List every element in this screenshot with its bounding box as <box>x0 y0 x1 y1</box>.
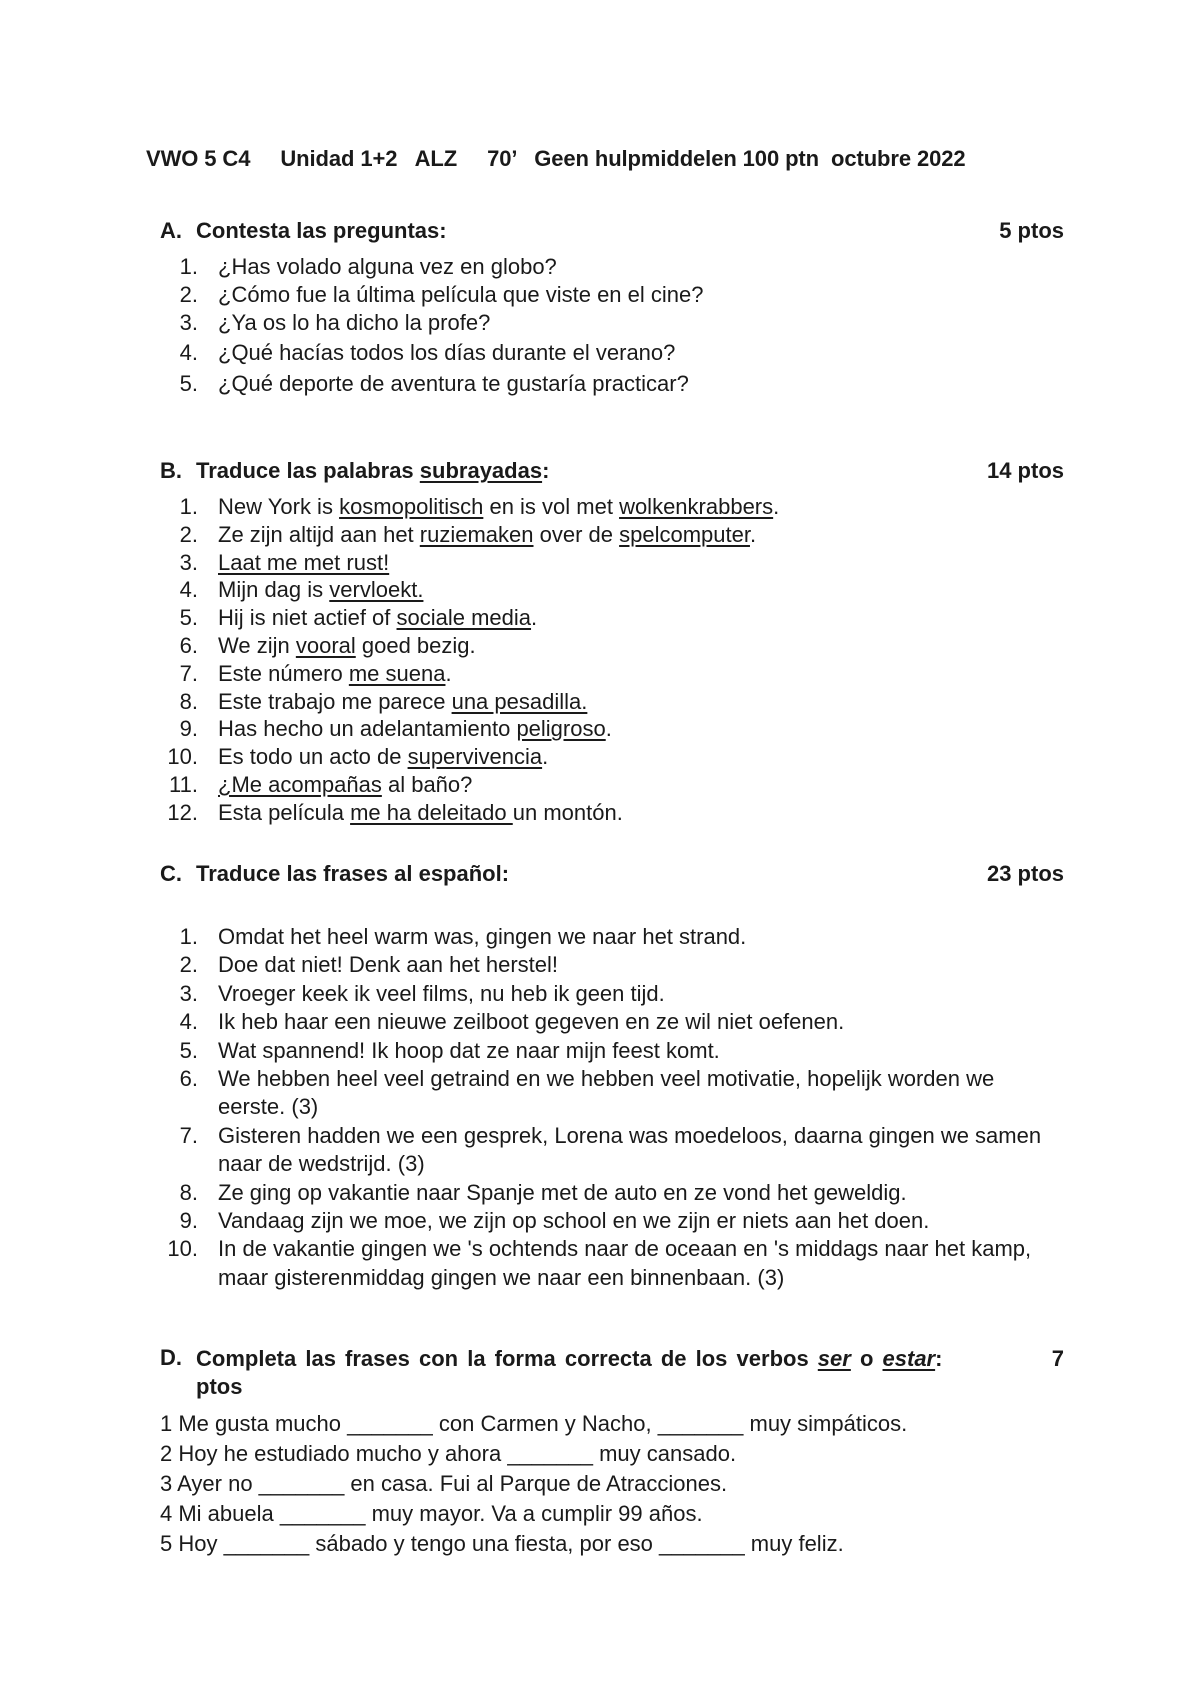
word-item <box>160 771 1064 799</box>
section-a <box>160 218 1064 399</box>
item-number: 2. <box>179 952 198 978</box>
question-list-a <box>160 253 1064 399</box>
item-number: 6. <box>179 1066 198 1092</box>
fill-in-list <box>160 1409 1064 1559</box>
fill-in-item: 1 Me gusta mucho _______ con Carmen y Nacho, _______ muy simpáticos. <box>160 1411 908 1436</box>
item-number: 3. <box>179 549 198 575</box>
item-text: ¿Ya os lo ha dicho la profe? <box>218 310 491 335</box>
page-header: VWO 5 C4 Unidad 1+2 ALZ 70’ Geen hulpmiddelen 100 ptn octubre 2022 <box>146 146 966 171</box>
item-number: 4. <box>179 577 198 603</box>
item-number: 3. <box>179 310 198 335</box>
item-number: 1. <box>179 494 198 519</box>
item-text: Este trabajo me parece una pesadilla. <box>218 688 588 714</box>
word-item <box>160 688 1064 716</box>
word-item <box>160 799 1064 827</box>
section-points: 7 <box>1051 1346 1064 1371</box>
question-item <box>160 309 1064 337</box>
item-text: Wat spannend! Ik hoop dat ze naar mijn feest komt. <box>218 1037 720 1063</box>
section-b <box>160 458 1064 827</box>
item-number: 8. <box>179 688 198 714</box>
item-text: Doe dat niet! Denk aan het herstel! <box>218 952 558 978</box>
item-number: 5. <box>179 605 198 631</box>
translation-word-list <box>160 493 1064 827</box>
item-text: Vroeger keek ik veel films, nu heb ik geen tijd. <box>218 980 665 1006</box>
item-number: 10. <box>167 744 198 770</box>
section-d <box>160 1345 1064 1559</box>
sentence-item <box>160 1235 1064 1292</box>
item-number: 12. <box>167 799 198 825</box>
item-text: Esta película me ha deleitado un montón. <box>218 799 623 825</box>
word-item <box>160 604 1064 632</box>
item-text: Hij is niet actief of sociale media. <box>218 605 538 631</box>
item-number: 5. <box>179 1037 198 1063</box>
item-number: 10. <box>167 1236 198 1262</box>
sentence-item <box>160 1008 1064 1036</box>
word-item <box>160 632 1064 660</box>
item-number: 1. <box>179 254 198 279</box>
sentence-item <box>160 951 1064 979</box>
item-number: 4. <box>179 340 198 365</box>
sentence-item <box>160 1065 1064 1122</box>
item-text: Ze ging op vakantie naar Spanje met de auto en ze vond het geweldig. <box>218 1179 907 1205</box>
section-title-text: Traduce las frases al español: <box>196 861 510 886</box>
word-item <box>160 715 1064 743</box>
word-item <box>160 743 1064 771</box>
word-item <box>160 521 1064 549</box>
item-text: We zijn vooral goed bezig. <box>218 632 476 658</box>
item-text: Laat me met rust! <box>218 549 390 575</box>
item-number: 9. <box>179 716 198 742</box>
section-title-text: Traduce las palabras subrayadas: <box>196 458 550 483</box>
section-letter: C. <box>160 861 182 886</box>
section-points-unit: ptos <box>196 1374 243 1399</box>
item-text: ¿Me acompañas al baño? <box>218 771 473 797</box>
item-number: 2. <box>179 282 198 307</box>
fill-in-item: 3 Ayer no _______ en casa. Fui al Parque de Atracciones. <box>160 1471 728 1496</box>
question-item <box>160 253 1064 281</box>
item-number: 9. <box>179 1208 198 1234</box>
section-a-title <box>160 218 1064 244</box>
sentence-item <box>160 923 1064 951</box>
section-points: 5 ptos <box>999 218 1064 243</box>
item-number: 5. <box>179 371 198 396</box>
question-item <box>160 337 1064 368</box>
sentence-item <box>160 1037 1064 1065</box>
item-text: New York is kosmopolitisch en is vol met wolkenkrabbers. <box>218 494 780 519</box>
item-number: 6. <box>179 632 198 658</box>
item-text: We hebben heel veel getraind en we hebben veel motivatie, hopelijk worden we eerste. (3) <box>218 1066 995 1120</box>
item-text: ¿Cómo fue la última película que viste en el cine? <box>218 282 704 307</box>
section-c-title <box>160 861 1064 887</box>
section-letter: B. <box>160 458 182 483</box>
fill-in-item: 2 Hoy he estudiado mucho y ahora _______ muy cansado. <box>160 1441 737 1466</box>
word-item <box>160 493 1064 521</box>
question-item <box>160 368 1064 399</box>
sentence-item <box>160 1207 1064 1235</box>
item-number: 3. <box>179 980 198 1006</box>
section-title-text: Completa las frases con la forma correcta de los verbos ser o estar: 7 ptos <box>196 1346 1064 1399</box>
item-text: Has hecho un adelantamiento peligroso. <box>218 716 612 742</box>
item-text: Ik heb haar een nieuwe zeilboot gegeven en ze wil niet oefenen. <box>218 1009 845 1035</box>
section-letter: D. <box>160 1345 182 1370</box>
section-d-title <box>160 1345 1064 1401</box>
item-number: 4. <box>179 1009 198 1035</box>
item-text: Gisteren hadden we een gesprek, Lorena was moedeloos, daarna gingen we samen naar de wedstrijd. (3) <box>218 1122 1042 1177</box>
word-item <box>160 549 1064 577</box>
section-letter: A. <box>160 218 182 243</box>
section-points: 23 ptos <box>986 861 1064 886</box>
word-item <box>160 576 1064 604</box>
sentence-item <box>160 980 1064 1008</box>
word-item <box>160 660 1064 688</box>
question-item <box>160 281 1064 309</box>
item-text: Omdat het heel warm was, gingen we naar het strand. <box>218 924 747 949</box>
item-number: 2. <box>179 521 198 547</box>
item-number: 11. <box>169 771 198 797</box>
section-points: 14 ptos <box>986 458 1064 483</box>
item-text: Ze zijn altijd aan het ruziemaken over de spelcomputer. <box>218 521 757 547</box>
item-number: 1. <box>179 924 198 949</box>
fill-in-item: 5 Hoy _______ sábado y tengo una fiesta, por eso _______ muy feliz. <box>160 1531 844 1556</box>
item-text: Este número me suena. <box>218 660 452 686</box>
item-number: 8. <box>179 1179 198 1205</box>
sentence-item <box>160 1122 1064 1179</box>
section-c <box>160 861 1064 1292</box>
item-text: In de vakantie gingen we 's ochtends naar de oceaan en 's middags naar het kamp, maar gisterenmiddag gingen we naar een binnenbaan. (3) <box>218 1236 1032 1290</box>
item-text: ¿Qué hacías todos los días durante el verano? <box>218 340 676 365</box>
item-text: Es todo un acto de supervivencia. <box>218 744 549 770</box>
item-text: ¿Qué deporte de aventura te gustaría practicar? <box>218 371 689 396</box>
item-text: Vandaag zijn we moe, we zijn op school en we zijn er niets aan het doen. <box>218 1208 930 1234</box>
translation-sentence-list <box>160 923 1064 1292</box>
section-b-title <box>160 458 1064 484</box>
item-text: ¿Has volado alguna vez en globo? <box>218 254 557 279</box>
item-text: Mijn dag is vervloekt. <box>218 577 424 603</box>
item-number: 7. <box>179 660 198 686</box>
fill-in-item: 4 Mi abuela _______ muy mayor. Va a cumplir 99 años. <box>160 1501 703 1526</box>
sentence-item <box>160 1179 1064 1207</box>
item-number: 7. <box>179 1122 198 1148</box>
section-title-text: Contesta las preguntas: <box>196 218 447 243</box>
